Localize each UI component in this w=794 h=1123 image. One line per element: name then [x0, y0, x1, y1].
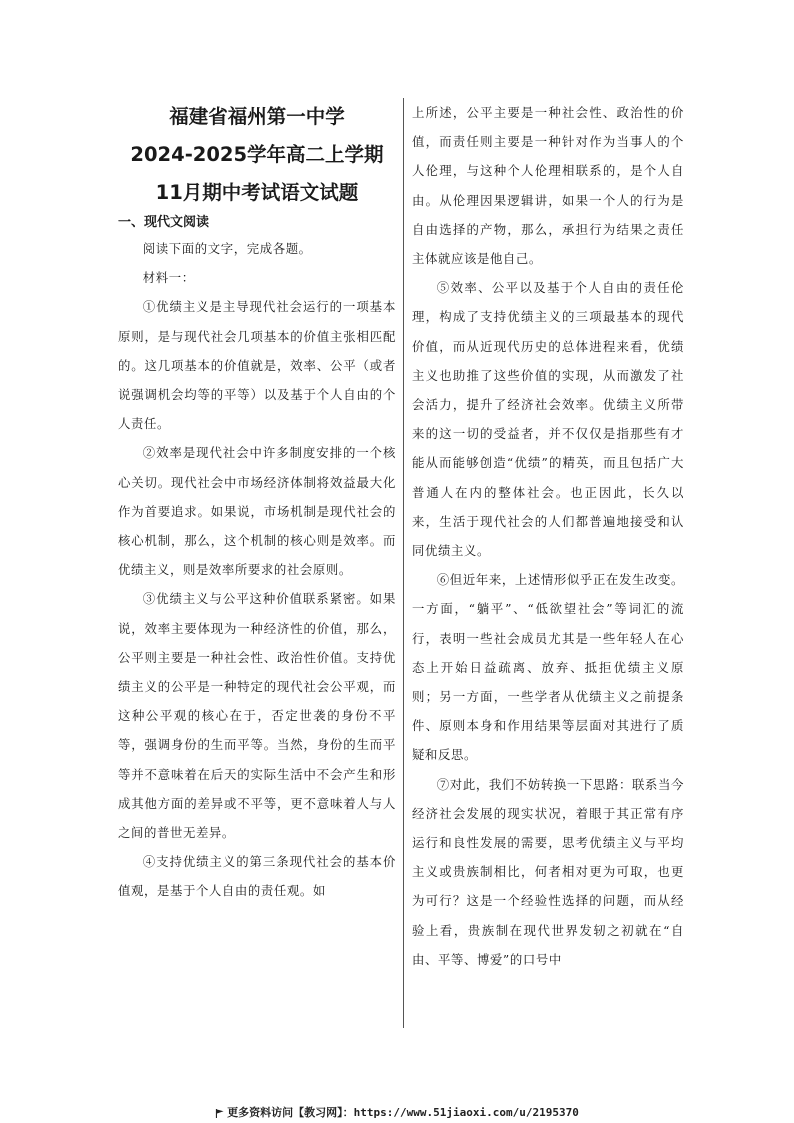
paragraph-1: ①优绩主义是主导现代社会运行的一项基本原则，是与现代社会几项基本的价值主张相匹配的。这几项基本的价值就是，效率、公平（或者说强调机会均等的平等）以及基于个人自由的个人责任。: [118, 299, 396, 432]
section-heading: 一、现代文阅读: [118, 215, 210, 230]
column-divider: [403, 98, 404, 1028]
right-column: [412, 98, 684, 974]
flag-icon: [215, 1109, 224, 1118]
paragraph-4-continued: 上所述，公平主要是一种社会性、政治性的价值，而责任则主要是一种针对作为当事人的个人伦理，与这种个人伦理相联系的，是个人自由。从伦理因果逻辑讲，如果一个人的行为是自由选择的产物，那么，承担行为结果之责任主体就应该是他自己。: [412, 105, 684, 267]
paragraph-3: ③优绩主义与公平这种价值联系紧密。如果说，效率主要体现为一种经济性的价值，那么，公平则主要是一种社会性、政治性价值。支持优绩主义的公平是一种特定的现代社会公平观，而这种公平观的核心在于，否定世袭的身份不平等，强调身份的生而平等。当然，身份的生而平等并不意味着在后天的实际生活中不会产生和形成其他方面的差异或不平等，更不意味着人与人之间的普世无差异。: [118, 591, 396, 841]
title-line-3: 11月期中考试语文试题: [155, 181, 359, 204]
footer-link[interactable]: [0, 1104, 794, 1120]
paragraph-5: ⑤效率、公平以及基于个人自由的责任伦理，构成了支持优绩主义的三项最基本的现代价值，而从近现代历史的总体进程来看，优绩主义也助推了这些价值的实现，从而激发了社会活力，提升了经济社会效率。优绩主义所带来的这一切的受益者，并不仅仅是指那些有才能从而能够创造“优绩”的精英，而且包括广大普通人在内的整体社会。也正因此，长久以来，生活于现代社会的人们都普遍地接受和认同优绩主义。: [412, 280, 684, 559]
footer-text: 更多资料访问【教习网】：https://www.51jiaoxi.com/u/2195370: [227, 1106, 579, 1119]
title-line-2: 2024-2025学年高二上学期: [130, 143, 384, 166]
left-column: [118, 98, 396, 906]
section-intro: 阅读下面的文字，完成各题。: [142, 241, 312, 256]
material-label: 材料一：: [142, 270, 195, 286]
paragraph-7: ⑦对此，我们不妨转换一下思路：联系当今经济社会发展的现实状况，着眼于其正常有序运行和良性发展的需要，思考优绩主义与平均主义或贵族制相比，何者相对更为可取，也更为可行？这是一个经验性选择的问题，而从经验上看，贵族制在现代世界发轫之初就在“自由、平等、博爱”的口号中: [412, 776, 684, 967]
paragraph-6: ⑥但近年来，上述情形似乎正在发生改变。一方面，“躺平”、“低欲望社会”等词汇的流行，表明一些社会成员尤其是一些年轻人在心态上开始日益疏离、放弃、抵拒优绩主义原则；另一方面，一些学者从优绩主义之前提条件、原则本身和作用结果等层面对其进行了质疑和反思。: [412, 572, 684, 763]
title-line-1: 福建省福州第一中学: [169, 105, 345, 128]
paragraph-4: ④支持优绩主义的第三条现代社会的基本价值观，是基于个人自由的责任观。如: [118, 854, 396, 899]
paragraph-2: ②效率是现代社会中许多制度安排的一个核心关切。现代社会中市场经济体制将效益最大化作为首要追求。如果说，市场机制是现代社会的核心机制，那么，这个机制的核心则是效率。而优绩主义，则是效率所要求的社会原则。: [118, 445, 396, 578]
